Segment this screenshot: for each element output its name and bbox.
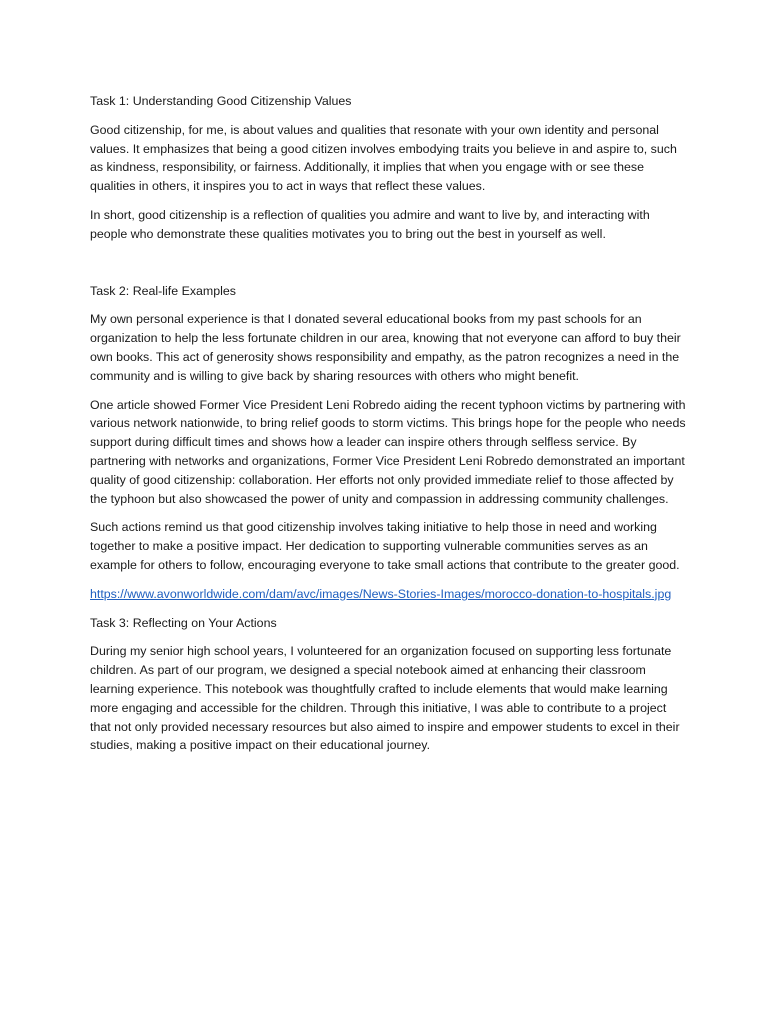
- task2-paragraph-2: One article showed Former Vice President Leni Robredo aiding the recent typhoon victims by partnering with various network nationwide, to bring relief goods to storm victims. This brings hope for the people who needs support during difficult times and shows how a leader can inspire others through selfless service. By partnering with networks and organizations, Former Vice President Leni Robredo demonstrated an important quality of good citizenship: collaboration. Her efforts not only provided immediate relief to those affected by the typhoon but also showcased the power of unity and compassion in addressing community challenges.: [90, 397, 686, 506]
- task2-paragraph-1: My own personal experience is that I donated several educational books from my past schools for an organization to help the less fortunate children in our area, knowing that not everyone can afford to buy their own books. This act of generosity shows responsibility and empathy, as the patron recognizes a need in the community and is willing to give back by sharing resources with others who might benefit.: [90, 312, 681, 383]
- source-link[interactable]: https://www.avonworldwide.com/dam/avc/images/News-Stories-Images/morocco-donation-to-hospitals.jpg: [90, 586, 672, 601]
- task1-heading: Task 1: Understanding Good Citizenship Values: [90, 94, 352, 108]
- task1-paragraph-1: Good citizenship, for me, is about values and qualities that resonate with your own identity and personal values. It emphasizes that being a good citizen involves embodying traits you believe in and aspire to, such as kindness, responsibility, or fairness. Additionally, it implies that when you engage with or see these qualities in others, it inspires you to act in ways that reflect these values.: [90, 122, 677, 194]
- task1-paragraph-2: In short, good citizenship is a reflection of qualities you admire and want to live by, and interacting with people who demonstrate these qualities motivates you to bring out the best in yourself as well.: [90, 207, 650, 241]
- section-spacer: [90, 254, 688, 282]
- document-page: [90, 92, 688, 765]
- task3-heading: Task 3: Reflecting on Your Actions: [90, 615, 277, 630]
- task2-paragraph-3: Such actions remind us that good citizenship involves taking initiative to help those in need and working together to make a positive impact. Her dedication to supporting vulnerable communities serves as an example for others to follow, encouraging everyone to take small actions that contribute to the greater good.: [90, 520, 680, 572]
- task2-heading: Task 2: Real-life Examples: [90, 283, 236, 298]
- task3-paragraph-1: During my senior high school years, I volunteered for an organization focused on supporting less fortunate children. As part of our program, we designed a special notebook aimed at enhancing their classroom learning experience. This notebook was thoughtfully crafted to include elements that would make learning more engaging and accessible for the children. Through this initiative, I was able to contribute to a project that not only provided necessary resources but also aimed to inspire and empower students to excel in their studies, making a positive impact on their educational journey.: [90, 644, 680, 753]
